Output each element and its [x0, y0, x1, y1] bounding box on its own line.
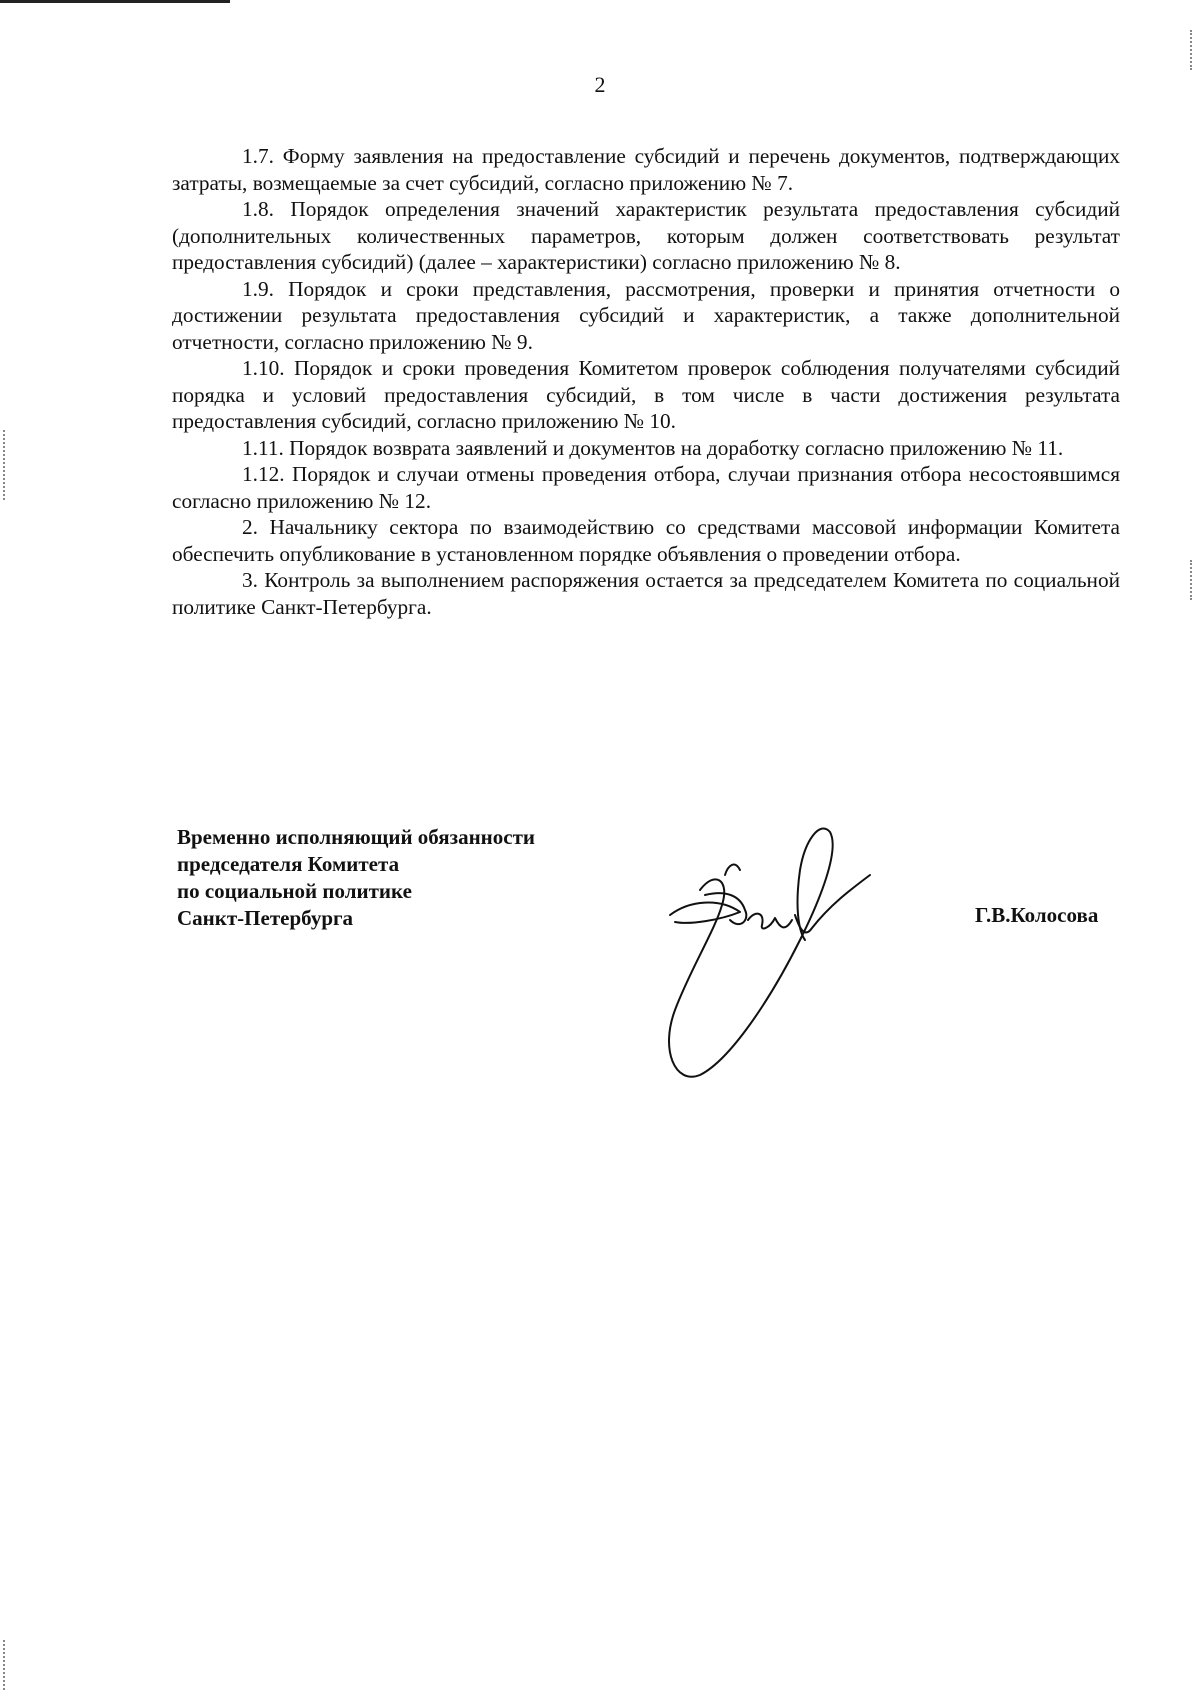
paragraph-1-7: 1.7. Форму заявления на предоставление субсидий и перечень документов, подтверждающих затраты, возмещаемые за счет субсидий, согласно приложению № 7. — [172, 144, 1120, 195]
top-edge-rule — [0, 0, 230, 3]
signature-accent-stroke — [725, 865, 740, 875]
signature-tail-stroke — [795, 875, 870, 932]
signatory-title-line: председателя Комитета — [177, 852, 400, 876]
paragraph-1-8: 1.8. Порядок определения значений характеристик результата предоставления субсидий (дополнительных количественных параметров, которым должен соответствовать результат предоставления субсидий) (далее – характеристики) согласно приложению № 8. — [172, 197, 1120, 274]
document-body — [172, 143, 1120, 620]
paragraph-3: 3. Контроль за выполнением распоряжения остается за председателем Комитета по социальной политике Санкт-Петербурга. — [172, 568, 1120, 619]
signature-main-stroke — [669, 828, 833, 1076]
signatory-title — [177, 824, 677, 932]
signatory-title-line: Временно исполняющий обязанности — [177, 825, 536, 849]
scan-edge-mark — [3, 1640, 7, 1690]
scan-edge-mark — [1190, 30, 1194, 70]
paragraph-1-11: 1.11. Порядок возврата заявлений и документов на доработку согласно приложению № 11. — [242, 435, 1064, 460]
signature-letter-stroke — [748, 914, 792, 929]
paragraph-1-10: 1.10. Порядок и сроки проведения Комитетом проверок соблюдения получателями субсидий порядка и условий предоставления субсидий, в том числе в части достижения результата предоставления субсидий, согласно приложению № 10. — [172, 356, 1120, 433]
paragraph-1-9: 1.9. Порядок и сроки представления, рассмотрения, проверки и принятия отчетности о достижении результата предоставления субсидий и характеристик, а также дополнительной отчетности, согласно приложению № 9. — [172, 276, 1120, 354]
signatory-name: Г.В.Колосова — [975, 903, 1099, 927]
signatory-title-line: по социальной политике — [177, 879, 412, 903]
paragraph-1-12: 1.12. Порядок и случаи отмены проведения отбора, случаи признания отбора несостоявшимся согласно приложению № 12. — [172, 462, 1120, 513]
scan-edge-mark — [3, 430, 7, 500]
paragraph-2: 2. Начальнику сектора по взаимодействию со средствами массовой информации Комитета обеспечить опубликование в установленном порядке объявления о проведении отбора. — [172, 515, 1120, 566]
page-number: 2 — [594, 72, 606, 97]
scan-edge-mark — [1190, 560, 1194, 600]
handwritten-signature — [630, 820, 950, 1100]
signatory-title-line: Санкт-Петербурга — [177, 906, 354, 930]
